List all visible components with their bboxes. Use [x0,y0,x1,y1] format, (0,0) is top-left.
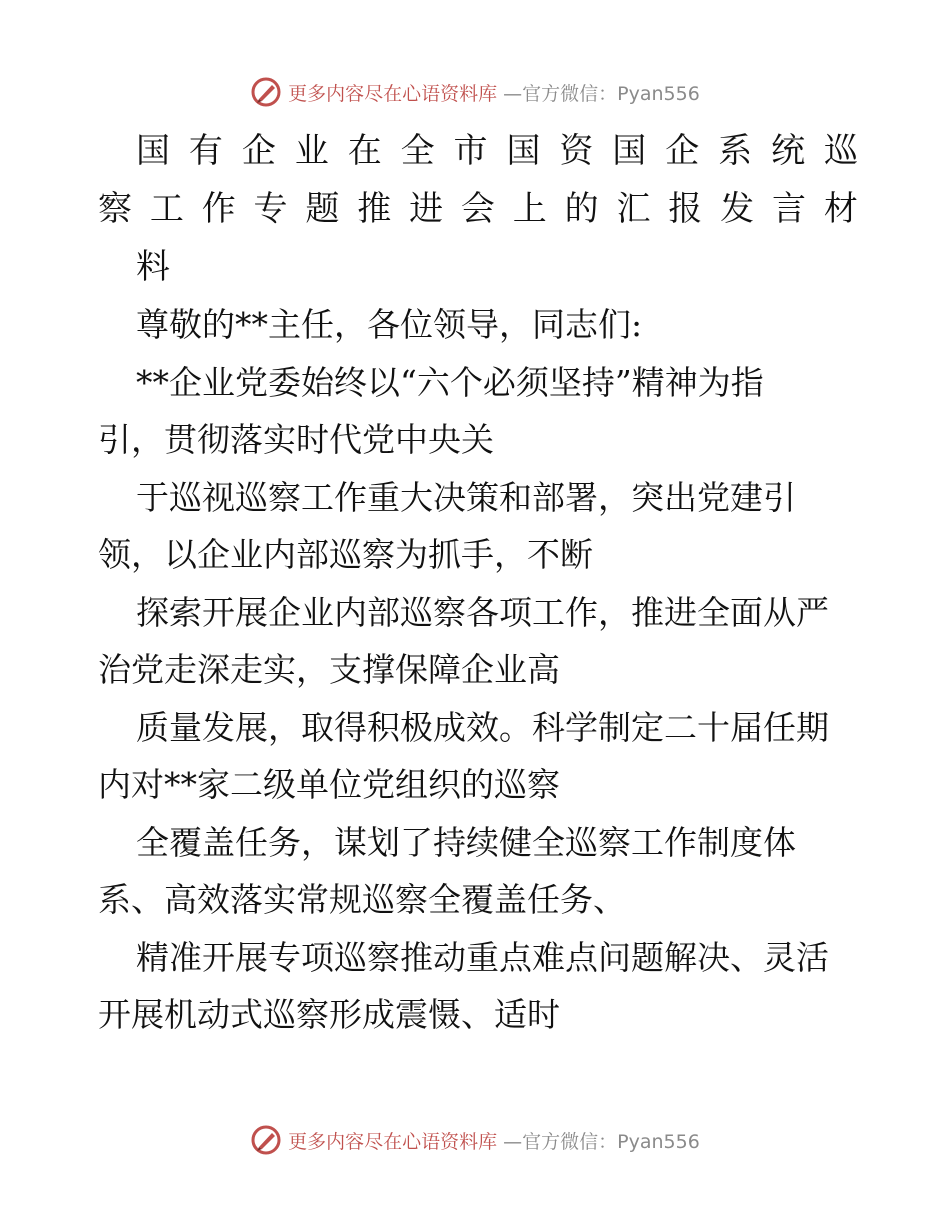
title-char: 进 [409,189,444,229]
title-char: 工 [149,189,184,229]
body-line: 于巡视巡察工作重大决策和部署，突出党建引 [136,477,796,517]
header-watermark [0,72,950,112]
title-char: 材 [823,189,858,229]
watermark-promo-text: 更多内容尽在心语资料库 [288,1130,498,1153]
title-char: 系 [718,131,753,171]
watermark-official-text: —官方微信：Pyan556 [503,1130,700,1153]
body-line: 质量发展，取得积极成效。科学制定二十届任期 [136,707,829,747]
document-body [98,296,858,1044]
title-char: 全 [400,131,435,171]
title-char: 国 [506,131,541,171]
title-char: 有 [188,131,223,171]
body-line: 治党走深走实，支撑保障企业高 [98,650,560,689]
title-char: 资 [559,131,594,171]
pen-logo-icon [250,76,282,108]
body-line: 开展机动式巡察形成震慑、适时 [98,995,560,1034]
document-title [98,122,858,296]
watermark-promo-text: 更多内容尽在心语资料库 [288,82,498,105]
body-line: 系、高效落实常规巡察全覆盖任务、 [98,880,626,919]
body-line: 探索开展企业内部巡察各项工作，推进全面从严 [136,592,829,632]
body-line: 尊敬的**主任，各位领导，同志们: [136,305,643,344]
title-char: 国 [612,131,647,171]
title-char: 巡 [823,131,858,171]
body-line: 精准开展专项巡察推动重点难点问题解决、灵活 [136,937,829,977]
body-line: **企业党委始终以“六个必须坚持”精神为指 [136,362,764,402]
title-line-3 [98,238,858,296]
body-line: 内对**家二级单位党组织的巡察 [98,765,560,804]
title-char: 企 [665,131,700,171]
title-char: 题 [305,189,340,229]
title-char: 业 [294,131,329,171]
title-char: 市 [453,131,488,171]
pen-logo-icon [250,1124,282,1156]
body-line: 领，以企业内部巡察为抓手，不断 [98,535,593,574]
title-char: 统 [771,131,806,171]
title-char: 言 [771,189,806,229]
title-char: 发 [720,189,755,229]
watermark-official-text: —官方微信：Pyan556 [503,82,700,105]
body-line: 引，贯彻落实时代党中央关 [98,420,494,459]
title-char: 汇 [616,189,651,229]
footer-watermark [0,1120,950,1160]
title-line-2 [98,180,858,238]
title-char: 作 [201,189,236,229]
title-char: 报 [668,189,703,229]
title-char: 上 [512,189,547,229]
title-char: 的 [564,189,599,229]
title-char: 国 [136,131,170,171]
title-char: 企 [241,131,276,171]
title-char: 料 [136,247,170,287]
body-line: 全覆盖任务，谋划了持续健全巡察工作制度体 [136,822,796,862]
title-line-1 [98,122,858,180]
title-char: 推 [357,189,392,229]
title-char: 会 [460,189,495,229]
title-char: 在 [347,131,382,171]
title-char: 察 [98,189,132,229]
title-char: 专 [253,189,288,229]
